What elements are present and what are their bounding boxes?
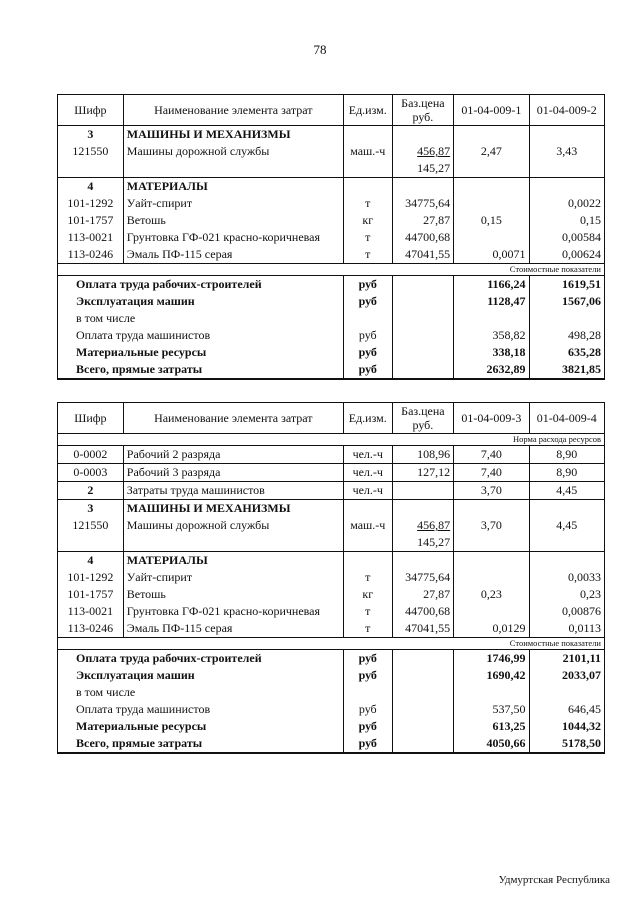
row-value-1: 0,0129 <box>454 620 529 638</box>
row-code: 113-0021 <box>58 603 124 620</box>
summary-row <box>58 293 605 310</box>
row-unit: т <box>343 229 392 246</box>
summary-note: Стоимостные показатели <box>58 638 605 650</box>
summary-unit: руб <box>343 276 392 294</box>
row-name: Машины дорожной службы <box>123 143 343 160</box>
row-code: 101-1292 <box>58 195 124 212</box>
row-value-1: 0,0071 <box>454 246 529 264</box>
row-value-2: 4,45 <box>529 517 604 534</box>
summary-label: в том числе <box>58 684 344 701</box>
row-name: Грунтовка ГФ-021 красно-коричневая <box>123 229 343 246</box>
summary-value-1: 4050,66 <box>454 735 529 753</box>
header-name: Наименование элемента затрат <box>123 95 343 126</box>
row-name: Грунтовка ГФ-021 красно-коричневая <box>123 603 343 620</box>
table-header-row <box>58 403 605 434</box>
summary-value-2: 646,45 <box>529 701 604 718</box>
row-value-2: 3,43 <box>529 143 604 160</box>
section-title: МАТЕРИАЛЫ <box>123 552 343 570</box>
row-code: 113-0021 <box>58 229 124 246</box>
row-unit: т <box>343 195 392 212</box>
section-code: 3 <box>58 126 124 144</box>
table-row <box>58 534 605 552</box>
row-value-2: 0,00624 <box>529 246 604 264</box>
table-row <box>58 620 605 638</box>
header-unit: Ед.изм. <box>343 95 392 126</box>
summary-row <box>58 684 605 701</box>
row-value-2: 0,00876 <box>529 603 604 620</box>
row-value-1 <box>454 229 529 246</box>
header-col-1: 01-04-009-3 <box>454 403 529 434</box>
row-value-2: 0,0022 <box>529 195 604 212</box>
row-unit: т <box>343 620 392 638</box>
row-value-1: 7,40 <box>454 446 529 464</box>
row-value-2: 0,00584 <box>529 229 604 246</box>
row-value-2: 0,23 <box>529 586 604 603</box>
header-name: Наименование элемента затрат <box>123 403 343 434</box>
table-row <box>58 446 605 464</box>
header-unit: Ед.изм. <box>343 403 392 434</box>
row-code: 2 <box>58 482 124 500</box>
row-value-1 <box>454 603 529 620</box>
summary-unit: руб <box>343 667 392 684</box>
row-code: 101-1292 <box>58 569 124 586</box>
row-value-1: 7,40 <box>454 464 529 482</box>
summary-unit: руб <box>343 344 392 361</box>
row-unit: кг <box>343 212 392 229</box>
row-unit: т <box>343 569 392 586</box>
summary-value-2: 5178,50 <box>529 735 604 753</box>
table-row <box>58 569 605 586</box>
summary-label: Всего, прямые затраты <box>58 361 344 379</box>
cost-table-1 <box>57 94 605 380</box>
summary-value-1: 2632,89 <box>454 361 529 379</box>
row-value-2: 0,0033 <box>529 569 604 586</box>
summary-row <box>58 650 605 668</box>
table-header-row <box>58 95 605 126</box>
row-price-2: 145,27 <box>392 160 453 178</box>
summary-row <box>58 276 605 294</box>
summary-value-1: 358,82 <box>454 327 529 344</box>
row-value-1: 0,23 <box>454 586 529 603</box>
summary-label: Эксплуатация машин <box>58 293 344 310</box>
summary-unit: руб <box>343 650 392 668</box>
summary-value-2: 2033,07 <box>529 667 604 684</box>
row-unit: маш.-ч <box>343 517 392 534</box>
summary-row <box>58 327 605 344</box>
note-row <box>58 434 605 446</box>
row-code: 121550 <box>58 517 124 534</box>
row-price: 47041,55 <box>392 246 453 264</box>
header-code: Шифр <box>58 403 124 434</box>
row-code: 113-0246 <box>58 620 124 638</box>
page-number: 78 <box>313 42 327 57</box>
header-col-1: 01-04-009-1 <box>454 95 529 126</box>
row-name: Рабочий 3 разряда <box>123 464 343 482</box>
summary-value-2: 1044,32 <box>529 718 604 735</box>
header-base-price: Баз.цена руб. <box>392 403 453 434</box>
summary-unit: руб <box>343 293 392 310</box>
row-unit: чел.-ч <box>343 464 392 482</box>
section-title: МАШИНЫ И МЕХАНИЗМЫ <box>123 126 343 144</box>
norm-note: Норма расхода ресурсов <box>58 434 605 446</box>
header-col-2: 01-04-009-4 <box>529 403 604 434</box>
summary-unit: руб <box>343 327 392 344</box>
section-code: 3 <box>58 500 124 518</box>
summary-value-2: 1619,51 <box>529 276 604 294</box>
section-title: МАШИНЫ И МЕХАНИЗМЫ <box>123 500 343 518</box>
row-price: 108,96 <box>392 446 453 464</box>
summary-value-1: 613,25 <box>454 718 529 735</box>
summary-label: Материальные ресурсы <box>58 718 344 735</box>
table-row <box>58 482 605 500</box>
table-row <box>58 586 605 603</box>
section-title: МАТЕРИАЛЫ <box>123 178 343 196</box>
table-row <box>58 212 605 229</box>
summary-value-2: 3821,85 <box>529 361 604 379</box>
row-code: 113-0246 <box>58 246 124 264</box>
row-name: Уайт-спирит <box>123 569 343 586</box>
row-code: 0-0003 <box>58 464 124 482</box>
row-value-1: 2,47 <box>454 143 529 160</box>
summary-row <box>58 718 605 735</box>
summary-value-1: 1128,47 <box>454 293 529 310</box>
summary-row <box>58 310 605 327</box>
summary-unit: руб <box>343 361 392 379</box>
summary-value-2: 498,28 <box>529 327 604 344</box>
row-price: 44700,68 <box>392 603 453 620</box>
summary-label: Эксплуатация машин <box>58 667 344 684</box>
table-row <box>58 160 605 178</box>
table-row <box>58 517 605 534</box>
row-value-2: 8,90 <box>529 446 604 464</box>
row-price: 44700,68 <box>392 229 453 246</box>
row-value-1 <box>454 195 529 212</box>
row-value-1: 0,15 <box>454 212 529 229</box>
summary-value-1: 1746,99 <box>454 650 529 668</box>
section-row <box>58 500 605 518</box>
row-price: 34775,64 <box>392 569 453 586</box>
row-price: 34775,64 <box>392 195 453 212</box>
footer-region: Удмуртская Республика <box>498 874 610 886</box>
table-row <box>58 195 605 212</box>
row-unit: чел.-ч <box>343 446 392 464</box>
summary-value-1: 1690,42 <box>454 667 529 684</box>
summary-value-1: 338,18 <box>454 344 529 361</box>
note-row <box>58 264 605 276</box>
row-code: 101-1757 <box>58 586 124 603</box>
row-name: Рабочий 2 разряда <box>123 446 343 464</box>
table-row <box>58 464 605 482</box>
header-code: Шифр <box>58 95 124 126</box>
row-name: Эмаль ПФ-115 серая <box>123 246 343 264</box>
row-code: 0-0002 <box>58 446 124 464</box>
row-name: Машины дорожной службы <box>123 517 343 534</box>
section-row <box>58 178 605 196</box>
row-price: 27,87 <box>392 212 453 229</box>
summary-label: Оплата труда машинистов <box>58 701 344 718</box>
row-price: 127,12 <box>392 464 453 482</box>
table-row <box>58 246 605 264</box>
summary-unit: руб <box>343 701 392 718</box>
summary-label: Материальные ресурсы <box>58 344 344 361</box>
summary-value-2: 2101,11 <box>529 650 604 668</box>
row-name: Ветошь <box>123 212 343 229</box>
summary-label: Всего, прямые затраты <box>58 735 344 753</box>
section-code: 4 <box>58 552 124 570</box>
section-code: 4 <box>58 178 124 196</box>
summary-value-2: 1567,06 <box>529 293 604 310</box>
summary-unit: руб <box>343 735 392 753</box>
table-row <box>58 229 605 246</box>
summary-row <box>58 735 605 753</box>
row-unit: чел.-ч <box>343 482 392 500</box>
row-name: Затраты труда машинистов <box>123 482 343 500</box>
row-value-2: 4,45 <box>529 482 604 500</box>
summary-label: Оплата труда машинистов <box>58 327 344 344</box>
row-value-2: 0,0113 <box>529 620 604 638</box>
summary-unit: руб <box>343 718 392 735</box>
row-value-1: 3,70 <box>454 517 529 534</box>
row-value-2: 8,90 <box>529 464 604 482</box>
summary-row <box>58 701 605 718</box>
summary-note: Стоимостные показатели <box>58 264 605 276</box>
row-code: 121550 <box>58 143 124 160</box>
cost-table-2 <box>57 402 605 754</box>
summary-label: Оплата труда рабочих-строителей <box>58 276 344 294</box>
row-name: Ветошь <box>123 586 343 603</box>
row-unit: кг <box>343 586 392 603</box>
header-base-price: Баз.цена руб. <box>392 95 453 126</box>
summary-label: Оплата труда рабочих-строителей <box>58 650 344 668</box>
row-price-2: 145,27 <box>392 534 453 552</box>
row-unit: т <box>343 603 392 620</box>
row-value-2: 0,15 <box>529 212 604 229</box>
row-unit: маш.-ч <box>343 143 392 160</box>
row-price: 456,87 <box>392 143 453 160</box>
header-col-2: 01-04-009-2 <box>529 95 604 126</box>
summary-value-2: 635,28 <box>529 344 604 361</box>
row-unit: т <box>343 246 392 264</box>
row-value-1 <box>454 569 529 586</box>
summary-row <box>58 361 605 379</box>
summary-label: в том числе <box>58 310 344 327</box>
summary-row <box>58 667 605 684</box>
table-row <box>58 143 605 160</box>
row-price: 47041,55 <box>392 620 453 638</box>
row-name: Уайт-спирит <box>123 195 343 212</box>
note-row <box>58 638 605 650</box>
row-value-1: 3,70 <box>454 482 529 500</box>
row-price: 456,87 <box>392 517 453 534</box>
section-row <box>58 552 605 570</box>
row-name: Эмаль ПФ-115 серая <box>123 620 343 638</box>
summary-value-1: 1166,24 <box>454 276 529 294</box>
row-price: 27,87 <box>392 586 453 603</box>
section-row <box>58 126 605 144</box>
summary-row <box>58 344 605 361</box>
summary-value-1: 537,50 <box>454 701 529 718</box>
table-row <box>58 603 605 620</box>
row-code: 101-1757 <box>58 212 124 229</box>
